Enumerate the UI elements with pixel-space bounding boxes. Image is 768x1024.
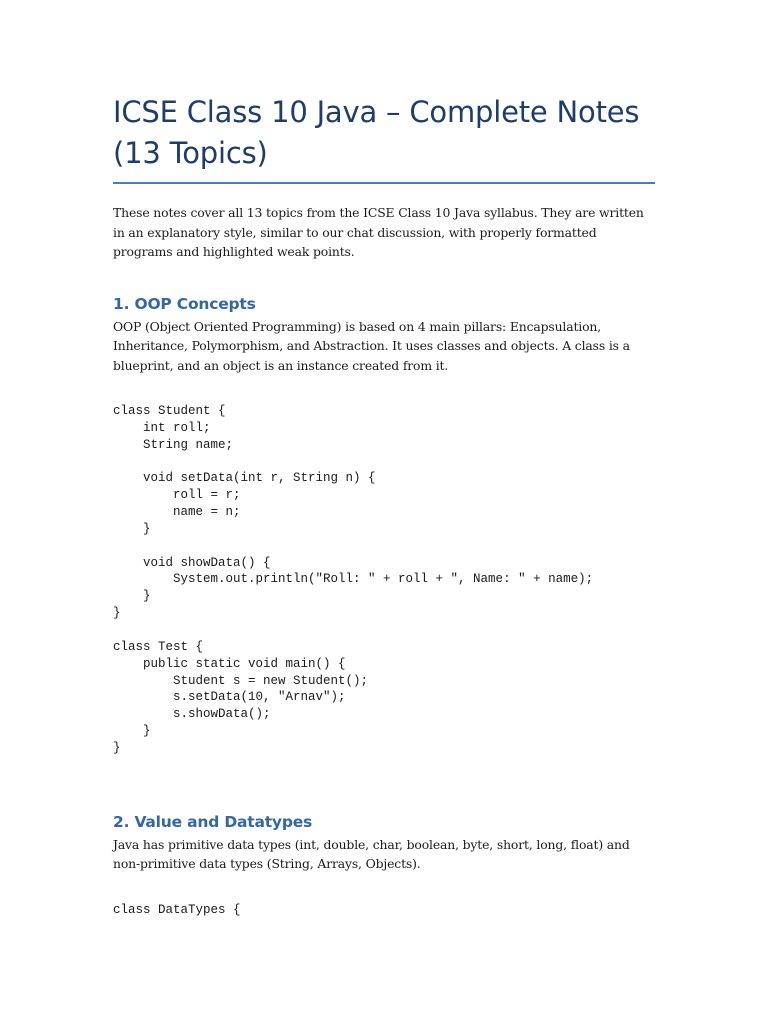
intro-paragraph: These notes cover all 13 topics from the ICSE Class 10 Java syllabus. They are written in an explanatory style, similar to our chat discussion, with properly formatted programs and highlighted weak points. xyxy=(113,205,644,259)
section-heading-datatypes: 2. Value and Datatypes xyxy=(113,812,313,831)
section-heading-oop: 1. OOP Concepts xyxy=(113,294,256,313)
code-block-datatypes: class DataTypes { xyxy=(113,902,241,917)
document-page xyxy=(113,92,655,919)
section-text-oop: OOP (Object Oriented Programming) is based on 4 main pillars: Encapsulation, Inheritance, Polymorphism, and Abstraction. It uses classes and objects. A class is a blueprint, and an object is an instance created from it. xyxy=(113,318,630,373)
section-text-datatypes: Java has primitive data types (int, double, char, boolean, byte, short, long, float) and non-primitive data types (String, Arrays, Objects). xyxy=(113,836,630,872)
code-block-student: class Student { int roll; String name; void setData(int r, String n) { roll = r; name = n; } void showData() { System.out.println("Roll: " + roll + ", Name: " + name); } } class Test { public static void main() { Student s = new Student(); s.setData(10, "Arnav"); s.showData(); } } xyxy=(113,404,594,755)
document-title: ICSE Class 10 Java – Complete Notes (13 Topics) xyxy=(113,92,655,184)
